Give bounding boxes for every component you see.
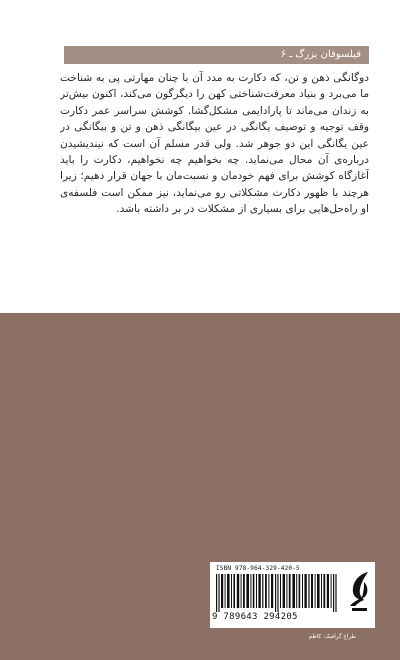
barcode-icon bbox=[216, 574, 342, 612]
blurb-text bbox=[60, 70, 369, 290]
series-label: فیلسوفان بزرگ ـ ۶ bbox=[64, 46, 369, 64]
blurb-paragraph: دوگانگی ذهن و تن، که دکارت به مدد آن با چنان مهارتی پی به شناخت ما می‌برد و بنیاد معرفت‌شناختی کهن را دیگرگون می‌کند، اکنون بیش‌تر به زندان می‌ماند تا پارادایمی مشکل‌گشا. کوشش سراسر عمر دکارت وقف توجیه و توصیف یگانگی در عین بیگانگی ذهن و تن و بیگانگی در عین یگانگی این دو جوهر شد. ولی قدر مسلم آن است که نیندیشیدن درباره‌ی آن محال می‌نماید. چه بخواهیم چه نخواهیم، دکارت را باید آغازگاه کوشش برای فهم خودمان و نسبت‌مان با جهان قرار دهیم؛ زیرا هرچند با ظهور دکارت مشکلاتی رو می‌نماید، نیز ممکن است فلسفه‌ی او راه‌حل‌هایی برای بسیاری از مشکلات در بر داشته باشد. bbox=[60, 72, 369, 216]
isbn-label: ISBN 978-964-329-420-5 bbox=[216, 565, 300, 572]
footer-credit: طراح گرافیک: کاظم bbox=[308, 634, 356, 640]
barcode-number: 9 789643 294205 bbox=[212, 612, 298, 622]
publisher-logo-icon bbox=[346, 570, 372, 614]
barcode-box bbox=[210, 562, 375, 628]
